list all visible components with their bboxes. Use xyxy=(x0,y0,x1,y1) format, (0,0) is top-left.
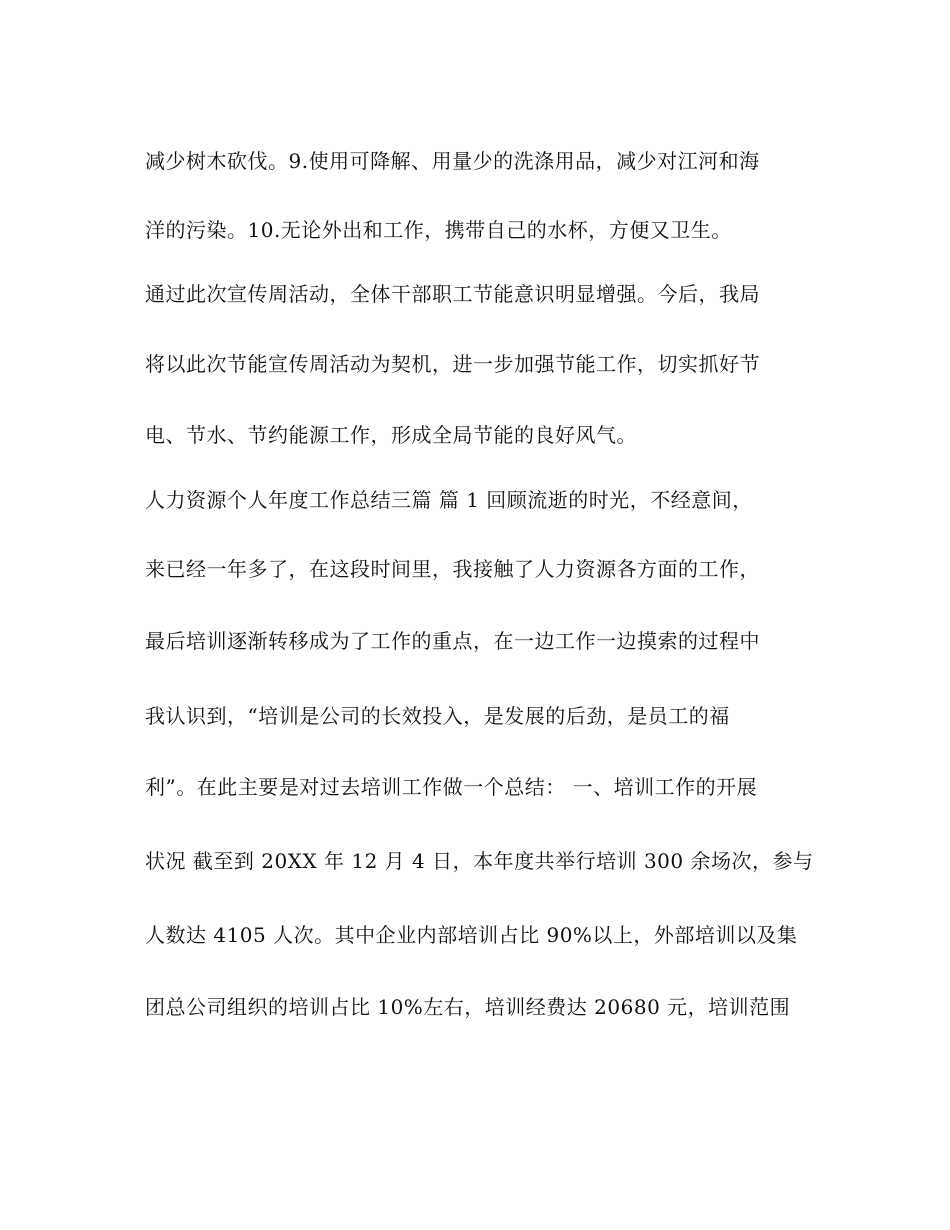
text-line: 最后培训逐渐转移成为了工作的重点，在一边工作一边摸索的过程中 xyxy=(145,629,760,653)
text-line: 我认识到，“培训是公司的长效投入，是发展的后劲，是员工的福 xyxy=(145,704,730,728)
text-line: 洋的污染。10.无论外出和工作，携带自己的水杯，方便又卫生。 xyxy=(145,218,732,242)
text-line: 利”。在此主要是对过去培训工作做一个总结： 一、培训工作的开展 xyxy=(145,775,758,799)
text-line: 团总公司组织的培训占比 10%左右，培训经费达 20680 元，培训范围 xyxy=(145,995,791,1019)
text-line: 状况 截至到 20XX 年 12 月 4 日，本年度共举行培训 300 余场次，参与 xyxy=(145,849,814,873)
text-line: 电、节水、节约能源工作，形成全局节能的良好风气。 xyxy=(145,423,637,447)
text-line: 来已经一年多了，在这段时间里，我接触了人力资源各方面的工作， xyxy=(145,557,760,581)
text-line: 将以此次节能宣传周活动为契机，进一步加强节能工作，切实抓好节 xyxy=(145,352,760,376)
text-line: 通过此次宣传周活动，全体干部职工节能意识明显增强。今后，我局 xyxy=(145,282,760,306)
text-line: 人力资源个人年度工作总结三篇 篇 1 回顾流逝的时光，不经意间， xyxy=(145,488,753,512)
text-line: 减少树木砍伐。9.使用可降解、用量少的洗涤用品，减少对江河和海 xyxy=(145,149,760,173)
text-line: 人数达 4105 人次。其中企业内部培训占比 90%以上，外部培训以及集 xyxy=(145,923,798,947)
